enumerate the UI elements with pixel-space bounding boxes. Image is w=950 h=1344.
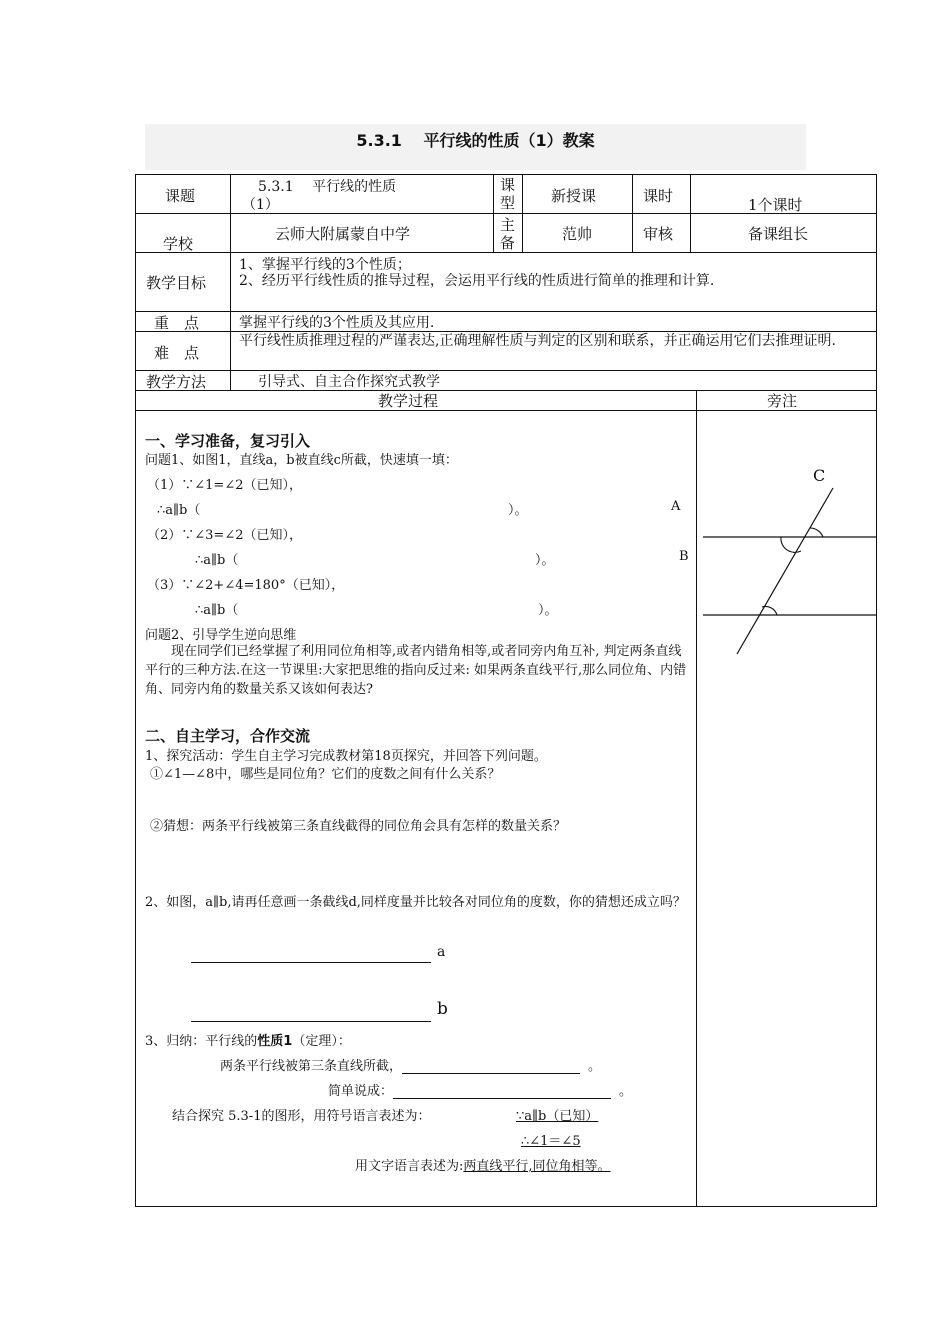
- note-header: 旁注: [767, 392, 798, 410]
- q1-line-1: （1）∵∠1=∠2（已知），: [147, 478, 302, 493]
- symbol-line-2: ∴∠1＝∠5: [521, 1134, 581, 1149]
- item-1a: ①∠1—∠8中，哪些是同位角？它们的度数之间有什么关系？: [150, 767, 501, 782]
- method-text: 引导式、自主合作探究式教学: [258, 374, 440, 390]
- property-line-2: [328, 1080, 632, 1099]
- label-preparer-1: 主: [500, 216, 516, 234]
- fill-blank[interactable]: [393, 1084, 611, 1099]
- col-divider: [230, 174, 231, 252]
- parallel-line-b: [191, 1021, 431, 1022]
- label-difficulty: 难 点: [154, 344, 200, 362]
- label-B: B: [679, 549, 689, 564]
- table-border-left: [135, 174, 136, 1207]
- word-statement: 两直线平行,同位角相等。: [463, 1159, 611, 1174]
- col-divider: [632, 174, 633, 252]
- label-method: 教学方法: [146, 373, 207, 391]
- q1-line-6-start: ∴a∥b（: [195, 603, 239, 618]
- label-subject: 课题: [165, 187, 196, 205]
- q1-line-4-start: ∴a∥b（: [195, 553, 239, 568]
- item-3-suffix: （定理）：: [292, 1034, 351, 1049]
- section1-heading: 一、学习准备，复习引入: [145, 432, 311, 450]
- process-header: 教学过程: [378, 392, 439, 410]
- section2-heading: 二、自主学习，合作交流: [145, 727, 311, 745]
- question-2: 问题2、引导学生逆向思维: [145, 628, 297, 643]
- label-preparer-2: 备: [500, 234, 516, 252]
- label-key-point: 重 点: [154, 314, 200, 332]
- label-periods: 课时: [643, 187, 674, 205]
- line-b-label: b: [437, 999, 448, 1019]
- value-subject-line2: （1）: [242, 197, 279, 213]
- item-1: 1、探究活动：学生自主学习完成教材第18页探究，并回答下列问题。: [145, 749, 547, 764]
- item-2: 2、如图，a∥b,请再任意画一条截线d,同样度量并比较各对同位角的度数，你的猜想还成立吗？: [145, 895, 686, 910]
- col-divider: [690, 174, 691, 252]
- property-1-label: 性质1: [257, 1034, 293, 1049]
- property-line-1-text: 两条平行线被第三条直线所截，: [220, 1059, 403, 1074]
- difficulty-text: 平行线性质推理过程的严谨表达,正确理解性质与判定的区别和联系，并正确运用它们去推理证明.: [239, 333, 836, 349]
- fill-blank[interactable]: [402, 1059, 580, 1074]
- label-A: A: [671, 499, 681, 514]
- word-intro: [355, 1155, 611, 1174]
- property-line-1: [220, 1055, 601, 1074]
- symbol-intro: 结合探究 5.3-1的图形，用符号语言表述为：: [172, 1109, 431, 1124]
- value-subject: 5.3.1 平行线的性质: [258, 179, 397, 195]
- goal-2: 2、经历平行线性质的推导过程，会运用平行线的性质进行简单的推理和计算.: [239, 273, 715, 289]
- property-line-2-end: 。: [619, 1084, 633, 1099]
- q1-line-6-end: ）。: [538, 603, 558, 618]
- label-lesson-type-2: 型: [500, 194, 516, 212]
- transversal-c: [737, 488, 833, 654]
- q1-line-5: （3）∵∠2+∠4=180°（已知），: [147, 578, 345, 593]
- col-divider: [230, 252, 231, 390]
- label-goals: 教学目标: [146, 274, 207, 292]
- col-divider: [522, 174, 523, 252]
- key-point-text: 掌握平行线的3个性质及其应用.: [239, 315, 435, 331]
- table-border-bottom: [135, 1206, 877, 1207]
- value-reviewer: 备课组长: [748, 225, 809, 243]
- parallel-line-a: [191, 962, 431, 963]
- col-divider: [493, 174, 494, 252]
- property-line-1-end: 。: [588, 1059, 602, 1074]
- property-line-2-text: 简单说成：: [328, 1084, 394, 1099]
- table-border-right: [876, 174, 877, 1207]
- line-c-label: C: [813, 466, 826, 485]
- page-title: 5.3.1 平行线的性质（1）教案: [356, 131, 595, 150]
- q1-line-4-end: ）。: [535, 553, 555, 568]
- symbol-line-1: ∵a∥b（已知）: [516, 1109, 599, 1124]
- label-reviewer: 审核: [643, 225, 674, 243]
- label-school: 学校: [163, 235, 194, 253]
- q1-line-3: （2）∵∠3=∠2（已知），: [147, 528, 302, 543]
- word-intro-text: 用文字语言表述为:: [355, 1159, 464, 1174]
- q1-line-2-start: ∴a∥b（: [157, 503, 201, 518]
- value-periods: 1个课时: [748, 196, 803, 214]
- row-divider: [135, 390, 877, 391]
- item-3-prefix: 3、归纳：平行线的: [145, 1034, 258, 1049]
- line-a-label: a: [437, 944, 446, 960]
- value-preparer: 范帅: [562, 225, 593, 243]
- question-1: 问题1、如图1，直线a，b被直线c所截，快速填一填：: [145, 453, 458, 468]
- item-3: [145, 1030, 351, 1049]
- row-divider: [135, 370, 877, 371]
- value-lesson-type: 新授课: [551, 187, 597, 205]
- angle-arc: [810, 528, 823, 537]
- goal-1: 1、掌握平行线的3个性质；: [239, 257, 411, 273]
- transversal-figure: [697, 411, 876, 671]
- value-school: 云师大附属蒙自中学: [275, 225, 411, 243]
- reverse-thinking-paragraph: 现在同学们已经掌握了利用同位角相等,或者内错角相等,或者同旁内角互补, 判定两条直线平行的三种方法.在这一节课里:大家把思维的指向反过来: 如果两条直线平行,那么同位角、内错角、同旁内角的数量关系又该如何表达?: [145, 644, 687, 697]
- angle-arc: [781, 537, 801, 552]
- label-lesson-type-1: 课: [500, 176, 516, 194]
- item-1b: ②猜想：两条平行线被第三条直线截得的同位角会具有怎样的数量关系？: [150, 819, 567, 834]
- q1-line-2-end: ）。: [508, 503, 528, 518]
